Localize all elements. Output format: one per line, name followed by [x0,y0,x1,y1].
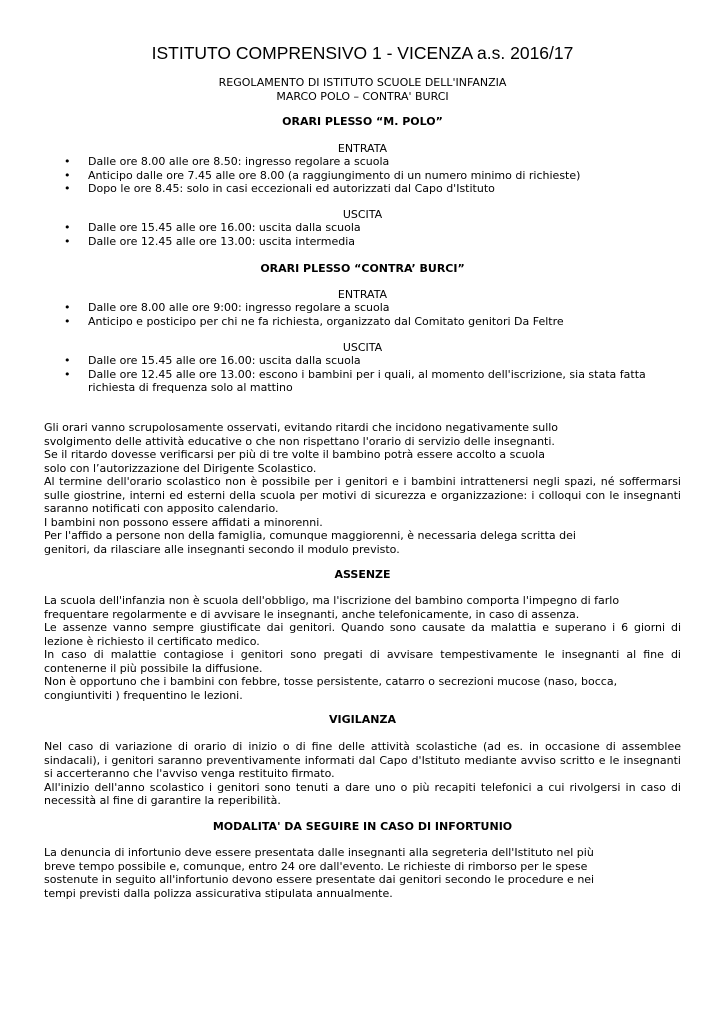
marco-polo-entrata-list [0,155,658,196]
contra-burci-heading: ORARI PLESSO “CONTRA’ BURCI” [260,262,465,275]
list-item: • Dalle ore 15.45 alle ore 16.00: uscita dalla scuola [0,354,658,368]
infortunio-paragraph [44,846,681,900]
contra-burci-entrata-label: ENTRATA [337,288,388,301]
paragraph-line: Al termine dell'orario scolastico non è possibile per i genitori e i bambini intrattenersi negli spazi, né soffermarsi [44,475,681,488]
paragraph-line: svolgimento delle attività educative o che non rispettano l'orario di servizio delle insegnanti. [44,434,555,448]
paragraph-line: sostenute in seguito all'infortunio devono essere presentate dai genitori secondo le procedure e nei [44,873,595,886]
paragraph-line: Non è opportuno che i bambini con febbre, tosse persistente, catarro o secrezioni mucose (naso, bocca, [44,675,618,688]
contra-burci-uscita-list [0,354,658,395]
paragraph-line: I bambini non possono essere affidati a minorenni. [44,515,323,529]
document-title: ISTITUTO COMPRENSIVO 1 - VICENZA a.s. 2016/17 [151,43,574,63]
list-item: • Dalle ore 12.45 alle ore 13.00: uscita intermedia [0,235,658,249]
paragraph-line: In caso di malattie contagiose i genitori sono pregati di avvisare tempestivamente le insegnanti al fine di [44,648,681,661]
paragraph-line: Nel caso di variazione di orario di inizio o di fine delle attività scolastiche (ad es. in occasione di assemblee [44,740,681,753]
paragraph-line: necessità al fine di garantire la reperibilità. [44,794,281,807]
assenze-heading: ASSENZE [334,568,391,581]
paragraph-line: genitori, da rilasciare alle insegnanti secondo il modulo previsto. [44,542,400,556]
list-item: • Dalle ore 8.00 alle ore 8.50: ingresso regolare a scuola [0,155,658,169]
list-item: • Anticipo dalle ore 7.45 alle ore 8.00 (a raggiungimento di un numero minimo di richieste) [0,169,658,183]
list-item: • Dalle ore 15.45 alle ore 16.00: uscita dalla scuola [0,221,658,235]
paragraph-line: saranno notificati con apposito calendario. [44,502,279,515]
marco-polo-entrata-label: ENTRATA [337,142,388,155]
paragraph-line: contenerne il più possibile la diffusione. [44,661,263,675]
paragraph-line: All'inizio dell'anno scolastico i genitori sono tenuti a dare uno o più recapiti telefonici a cui rivolgersi in caso di [44,780,681,794]
paragraph-line: Gli orari vanno scrupolosamente osservati, evitando ritardi che incidono negativamente sullo [44,421,559,434]
paragraph-line: Per l'affido a persone non della famiglia, comunque maggiorenni, è necessaria delega scritta dei [44,529,576,542]
infortunio-heading: MODALITA' DA SEGUIRE IN CASO DI INFORTUNIO [212,820,513,833]
contra-burci-entrata-list [0,301,658,328]
paragraph-line: si accerteranno che l'avviso venga restituito firmato. [44,767,335,780]
orari-paragraph [44,421,681,556]
paragraph-line: La denuncia di infortunio deve essere presentata dalle insegnanti alla segreteria dell'Istituto nel più [44,846,594,859]
contra-burci-uscita-label: USCITA [342,341,383,354]
marco-polo-uscita-label: USCITA [342,208,383,221]
assenze-paragraph [44,594,681,702]
paragraph-line: lezione è richiesto il certificato medico. [44,634,260,648]
paragraph-line: La scuola dell'infanzia non è scuola dell'obbligo, ma l'iscrizione del bambino comporta l'impegno di farlo [44,594,620,607]
paragraph-line: Le assenze vanno sempre giustificate dai genitori. Quando sono causate da malattia e superano i 6 giorni di [44,621,681,634]
regolamento-subtitle: REGOLAMENTO DI ISTITUTO SCUOLE DELL'INFANZIA [218,76,507,89]
list-item: • Dopo le ore 8.45: solo in casi eccezionali ed autorizzati dal Capo d'Istituto [0,182,658,196]
paragraph-line: sindacali), i genitori saranno preventivamente informati dal Capo d'Istituto mediante avviso scritto e le insegnanti [44,753,681,767]
list-item: • Anticipo e posticipo per chi ne fa richiesta, organizzato dal Comitato genitori Da Feltre [0,315,658,329]
vigilanza-heading: VIGILANZA [329,713,396,726]
list-item: • Dalle ore 12.45 alle ore 13.00: escono i bambini per i quali, al momento dell'iscrizione, sia stata fatta richiesta di frequenza solo al mattino [0,368,658,395]
vigilanza-paragraph [44,740,681,808]
list-item: • Dalle ore 8.00 alle ore 9:00: ingresso regolare a scuola [0,301,658,315]
paragraph-line: Se il ritardo dovesse verificarsi per più di tre volte il bambino potrà essere accolto a scuola [44,448,545,461]
paragraph-line: breve tempo possibile e, comunque, entro 24 ore dall'evento. Le richieste di rimborso per le spese [44,859,588,873]
paragraph-line: sulle giostrine, interni ed esterni della scuola per motivi di sicurezza e organizzazione: i colloqui con le insegnanti [44,488,681,502]
marco-polo-heading: ORARI PLESSO “M. POLO” [282,115,443,128]
marco-polo-uscita-list [0,221,658,248]
paragraph-line: solo con l’autorizzazione del Dirigente Scolastico. [44,461,317,475]
paragraph-line: frequentare regolarmente e di avvisare le insegnanti, anche telefonicamente, in caso di assenza. [44,607,580,621]
plessi-subtitle: MARCO POLO – CONTRA' BURCI [276,89,449,103]
paragraph-line: tempi previsti dalla polizza assicurativa stipulata annualmente. [44,886,393,900]
paragraph-line: congiuntiviti ) frequentino le lezioni. [44,688,243,702]
